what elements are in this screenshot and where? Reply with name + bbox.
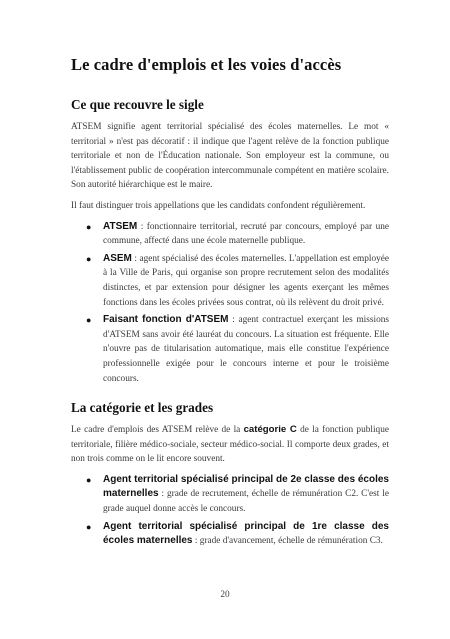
list-item-term: ASEM — [103, 252, 132, 264]
list-item-term: Agent territorial spécialisé principal de 1re classe des écoles maternelles — [103, 520, 389, 547]
list-item-term: Faisant fonction d'ATSEM — [103, 314, 229, 326]
categorie-emphasis: catégorie C — [243, 424, 297, 436]
list-item — [71, 252, 389, 310]
bullet-icon: ● — [86, 253, 92, 264]
bullet-icon: ● — [86, 221, 92, 232]
section-sigle — [71, 97, 389, 386]
bullet-icon: ● — [86, 315, 92, 326]
section-categorie — [71, 400, 389, 549]
list-item — [71, 520, 389, 549]
list-item-text: : grade d'avancement, échelle de rémunération C3. — [192, 536, 383, 547]
paragraph-text: de la fonction publique territoriale, filière médico-sociale, secteur médico-social. Il comporte deux grades, et non trois comme on le lit encore souvent. — [71, 425, 389, 465]
section-heading-sigle: Ce que recouvre le sigle — [71, 97, 204, 112]
list-item-term: ATSEM — [103, 220, 138, 232]
list-item-text: : grade de recrutement, échelle de rémunération C2. C'est le grade auquel donne accès le concours. — [103, 489, 389, 515]
paragraph-categorie — [71, 423, 389, 467]
paragraph-definition: ATSEM signifie agent territorial spécialisé des écoles maternelles. Le mot « territorial » n'est pas décoratif : il indique que l'agent relève de la fonction publique territoriale et non de l'Éducation nationale. Son employeur est la commune, ou l'établissement public de coopération intercommunale compétent en matière scolaire. Son autorité hiérarchique est le maire. — [71, 122, 389, 191]
paragraph-text: Le cadre d'emplois des ATSEM relève de la — [71, 425, 244, 436]
list-item — [71, 220, 389, 249]
page-number: 20 — [220, 590, 230, 600]
list-item-text: : agent contractuel exerçant les missions d'ATSEM sans avoir été lauréat du concours. La situation est fréquente. Elle n'ouvre pas de titularisation automatique, mais elle constitue l'expérience professionnelle exigée pour le concours interne et pour le troisième concours. — [103, 315, 389, 384]
list-item-text: : agent spécialisé des écoles maternelles. L'appellation est employée à la Ville de Paris, qui organise son propre recrutement selon des modalités distinctes, et par extension pour désigner les agents exerçant les mêmes fonctions dans les écoles privées sous contrat, où ils relèvent du droit privé. — [103, 253, 389, 308]
appellations-list — [71, 220, 389, 387]
page-title: Le cadre d'emplois et les voies d'accès — [71, 55, 342, 74]
bullet-icon: ● — [86, 521, 92, 532]
list-item-text: : fonctionnaire territorial, recruté par concours, employé par une commune, affecté dans une école maternelle publique. — [103, 221, 389, 247]
list-item-term: Agent territorial spécialisé principal de 2e classe des écoles maternelles — [103, 473, 389, 500]
list-item — [71, 313, 389, 386]
grades-list — [71, 473, 389, 549]
page-content — [71, 55, 389, 552]
paragraph-appellations: Il faut distinguer trois appellations que les candidats confondent régulièrement. — [71, 200, 366, 211]
section-heading-categorie: La catégorie et les grades — [71, 400, 214, 416]
bullet-icon: ● — [86, 474, 92, 485]
list-item — [71, 473, 389, 517]
